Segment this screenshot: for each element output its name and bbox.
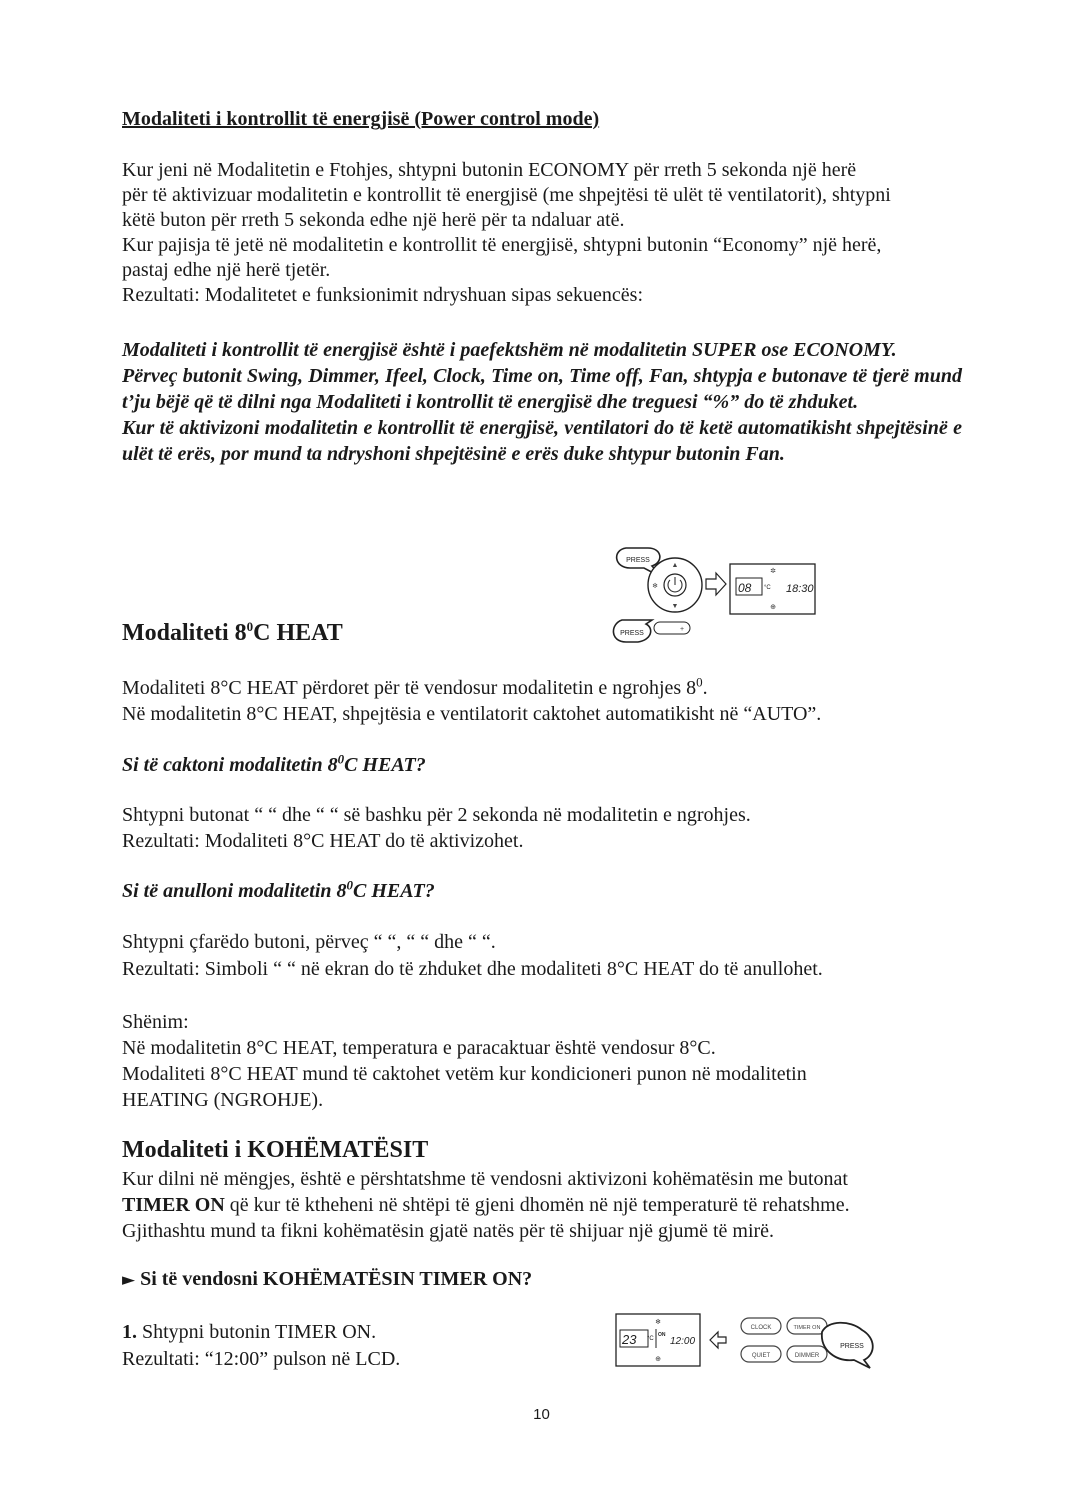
text-line: këtë buton për rreth 5 sekonda edhe një herë për ta ndaluar atë. (122, 209, 625, 231)
note-title: Shënim: (122, 1011, 189, 1033)
svg-text:°C: °C (764, 585, 771, 591)
svg-text:°C: °C (647, 1336, 654, 1342)
text-line: për të aktivizuar modalitetin e kontrollit të energjisë (me shpejtësi të ulët të ventilatorit), shtypni (122, 184, 891, 206)
lcd-display (616, 1314, 700, 1366)
text-line: Në modalitetin 8°C HEAT, shpejtësia e ventilatorit caktohet automatikisht në “AUTO”. (122, 703, 822, 725)
power-control-heading: Modaliteti i kontrollit të energjisë (Power control mode) (122, 108, 600, 130)
text-line: Gjithashtu mund ta fikni kohëmatësin gjatë natës për të shijuar një gjumë të mirë. (122, 1220, 775, 1242)
text-line: Kur pajisja të jetë në modalitetin e kontrollit të energjisë, shtypni butonin “Economy” një herë, (122, 234, 882, 256)
timer-on-figure (614, 1310, 879, 1370)
button-timer-on[interactable] (787, 1318, 827, 1334)
note-paragraph: Modaliteti i kontrollit të energjisë është i paefektshëm në modalitetin SUPER ose ECONOMY. (122, 339, 897, 361)
timer-on-subheading: ► Si të vendosni KOHËMATËSIN TIMER ON? (122, 1268, 533, 1290)
snowflake-icon: ❄ (652, 583, 658, 590)
svg-text:⊕: ⊕ (655, 1356, 661, 1363)
timer-description: Kur dilni në mëngjes, është e përshtatshme të vendosni aktivizoni kohëmatësin me butonat TIMER ON që kur të ktheheni në shtëpi të gjeni dhomën në një temperaturë të rehatshme. Gjithashtu mund ta fikni kohëmatësin gjatë natës për të shijuar një gjumë të mirë. (122, 1167, 962, 1245)
heat-mode-heading: Modaliteti $8^0C$ HEAT (122, 619, 343, 646)
heat-set-instructions (122, 803, 962, 855)
left-arrow-icon (710, 1332, 726, 1348)
heat-note (122, 1010, 962, 1114)
press-bottom-bubble (613, 620, 690, 642)
svg-text:PRESS: PRESS (620, 630, 644, 637)
note-paragraph: Kur të aktivizoni modalitetin e kontrollit të energjisë, ventilatori do të ketë automatikisht shpejtësinë e ulët të erës, por mund ta ndryshoni shpejtësinë e erës duke shtypur butonin Fan. (122, 417, 962, 465)
button-clock[interactable] (741, 1318, 781, 1334)
svg-text:18:30: 18:30 (786, 583, 814, 595)
press-bubble (822, 1323, 873, 1368)
text-line: Shtypni butonat “ “ dhe “ “ së bashku për 2 sekonda në modalitetin e ngrohjes. (122, 804, 751, 826)
button-quiet[interactable] (741, 1346, 781, 1362)
text-line: Modaliteti 8°C HEAT mund të caktohet vetëm kur kondicioneri punon në modalitetin (122, 1063, 807, 1085)
svg-text:TIMER ON: TIMER ON (793, 1325, 821, 1331)
right-arrow-icon (706, 573, 726, 595)
svg-text:+: + (680, 626, 685, 633)
svg-text:DIMMER: DIMMER (794, 1353, 820, 1359)
text-line: Rezultati: Modalitetet e funksionimit ndryshuan sipas sekuencës: (122, 284, 644, 306)
text-line: HEATING (NGROHJE). (122, 1089, 324, 1111)
svg-text:08: 08 (738, 581, 752, 595)
svg-text:▲: ▲ (671, 562, 679, 569)
play-arrow-icon: ► (122, 1270, 136, 1290)
timer-on-bold: TIMER ON (122, 1194, 225, 1216)
remote-dial (648, 558, 702, 612)
svg-text:⊕: ⊕ (770, 604, 776, 611)
heat-cancel-subheading: Si të anulloni modalitetin $8^0C$ HEAT? (122, 877, 435, 902)
svg-text:23: 23 (622, 1332, 637, 1347)
svg-text:PRESS: PRESS (626, 557, 650, 564)
svg-text:12:00: 12:00 (670, 1336, 696, 1347)
svg-text:QUIET: QUIET (751, 1353, 771, 1359)
page-number: 10 (533, 1406, 550, 1423)
fan-icon: ✲ (770, 568, 776, 575)
heat-cancel-instructions (122, 930, 962, 984)
power-control-notes (122, 337, 962, 467)
svg-text:CLOCK: CLOCK (750, 1325, 772, 1331)
svg-text:PRESS: PRESS (840, 1343, 864, 1350)
text-line: Në modalitetin 8°C HEAT, temperatura e paracaktuar është vendosur 8°C. (122, 1037, 716, 1059)
text-line: Kur dilni në mëngjes, është e përshtatshme të vendosni aktivizoni kohëmatësin me butonat (122, 1168, 848, 1190)
text-line: Rezultati: Modaliteti 8°C HEAT do të aktivizohet. (122, 830, 524, 852)
timer-mode-heading: Modaliteti i KOHËMATËSIT (122, 1137, 429, 1163)
note-paragraph: Përveç butonit Swing, Dimmer, Ifeel, Clock, Time on, Time off, Fan, shtypja e butonave të tjerë mund t’ju bëjë që të dilni nga Modaliteti i kontrollit të energjisë dhe treguesi “%” do të zhduket. (122, 365, 962, 413)
remote-press-figure (608, 540, 823, 655)
heat-set-subheading: Si të caktoni modalitetin $8^0C$ HEAT? (122, 751, 426, 776)
svg-text:ON: ON (658, 1332, 666, 1338)
text-line: Rezultati: Simboli “ “ në ekran do të zhduket dhe modaliteti 8°C HEAT do të anullohet. (122, 958, 823, 980)
text-line: Kur jeni në Modalitetin e Ftohjes, shtypni butonin ECONOMY për rreth 5 sekonda një herë (122, 159, 857, 181)
text-line: pastaj edhe një herë tjetër. (122, 259, 331, 281)
timer-step: 1. Shtypni butonin TIMER ON. Rezultati: “12:00” pulson në LCD. (122, 1320, 962, 1374)
snowflake-icon: ❄ (655, 1319, 661, 1326)
svg-text:▼: ▼ (671, 603, 679, 610)
button-dimmer[interactable] (787, 1346, 827, 1362)
power-control-paragraph (122, 158, 962, 308)
lcd-display (730, 564, 815, 614)
text-line: Shtypni çfarëdo butoni, përveç “ “, “ “ dhe “ “. (122, 931, 496, 953)
text-line: Rezultati: “12:00” pulson në LCD. (122, 1348, 401, 1370)
heat-description: Modaliteti 8°C HEAT përdoret për të vendosur modalitetin e ngrohjes $8^0$. Në modalitetin 8°C HEAT, shpejtësia e ventilatorit caktohet automatikisht në “AUTO”. (122, 676, 962, 728)
